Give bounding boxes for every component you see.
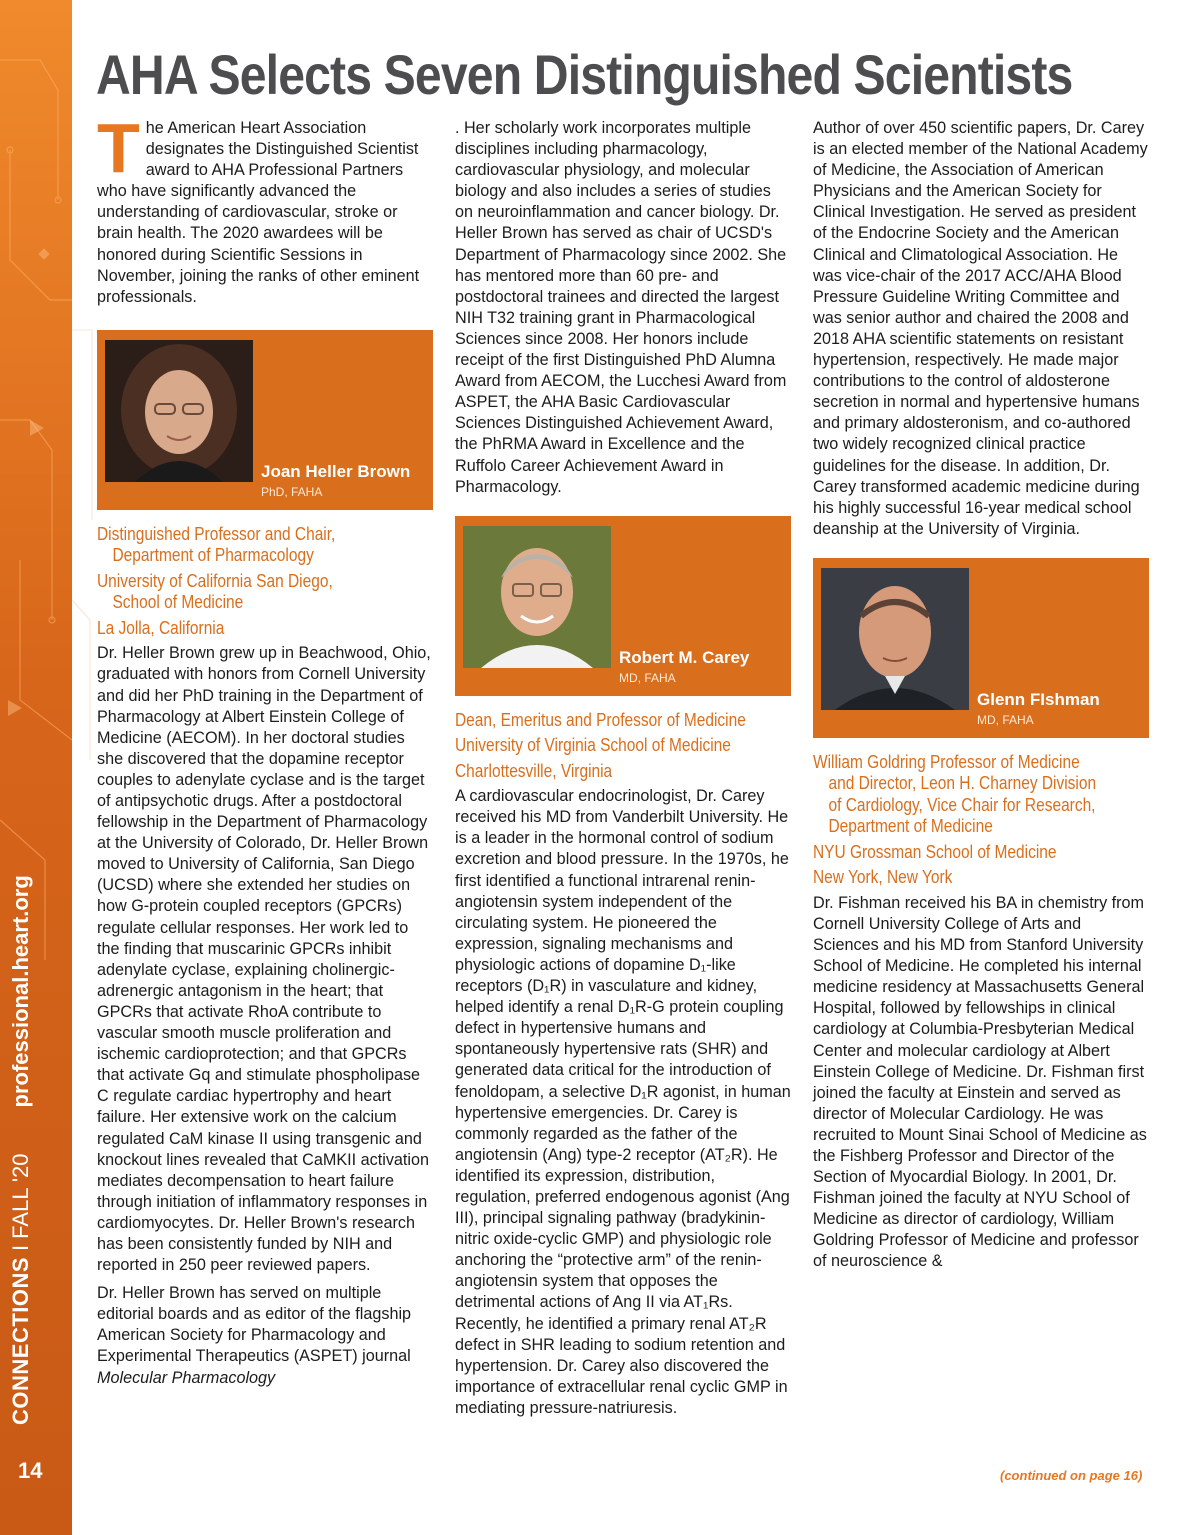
- page-number: 14: [18, 1458, 43, 1483]
- profile-credentials: PhD, FAHA: [261, 484, 323, 499]
- profile-title: [97, 524, 432, 567]
- bio-paragraph: [97, 1283, 433, 1388]
- institution-line: University of California San Diego,: [97, 570, 333, 591]
- title-line: Distinguished Professor and Chair,: [97, 523, 336, 544]
- profile-location: New York, New York: [813, 867, 953, 888]
- profile-title: Dean, Emeritus and Professor of Medicine: [455, 709, 746, 730]
- profile-location: La Jolla, California: [97, 617, 225, 638]
- profile-location: Charlottesville, Virginia: [455, 760, 613, 781]
- page-title: AHA Selects Seven Distinguished Scientists: [96, 43, 1073, 106]
- portrait-photo: [463, 526, 611, 668]
- bio-paragraph: Dr. Fishman received his BA in chemistry from Cornell University College of Arts and Sciences and his MD from Stanford University School of Medicine. He completed his internal medicine residency at Massachusetts General Hospital, followed by fellowships in clinical cardiology at Columbia-Presbyterian Medical Center and molecular cardiology at Albert Einstein College of Medicine. Dr. Fishman first joined the faculty at Einstein and served as director of Molecular Cardiology. He was recruited to Mount Sinai School of Medicine as the Fishberg Professor and Director of the Section of Myocardial Biology. In 2001, Dr. Fishman joined the faculty at NYU School of Medicine as director of cardiology, William Goldring Professor of Medicine and professor of neuroscience &: [813, 893, 1147, 1271]
- title-line: and Director, Leon H. Charney Division: [828, 773, 1097, 794]
- intro-paragraph: [97, 109, 433, 308]
- institution-line: School of Medicine: [112, 592, 244, 613]
- title-line: Department of Medicine: [828, 816, 993, 837]
- portrait-photo: [821, 568, 969, 710]
- column-2: [455, 118, 791, 1426]
- bio-paragraph: Dr. Heller Brown grew up in Beachwood, Ohio, graduated with honors from Cornell University and did her PhD training in the Department of Pharmacology at Albert Einstein College of Medicine (AECOM). In her doctoral studies she discovered that the dopamine receptor couples to adenylate cyclase and is the target of antipsychotic drugs. After a postdoctoral fellowship in the Department of Pharmacology at the University of Colorado, Dr. Heller Brown moved to University of California, San Diego (UCSD) where she extended her studies on how G-protein coupled receptors (GPCRs) regulate cellular responses. Her work led to the finding that muscarinic GPCRs inhibit adenylate cyclase, explaining cholinergic-adrenergic antagonism in the heart; that GPCRs that activate RhoA contribute to vascular smooth muscle proliferation and ischemic cardioprotection; and that GPCRs that activate Gq and stimulate phospholipase C regulate cardiac hypertrophy and heart failure. Her extensive work on the calcium regulated CaM kinase II using transgenic and knockout lines revealed that CaMKII activation mediates decompensation to heart failure through initiation of inflammatory responses in cardiomyocytes. Dr. Heller Brown's research has been consistently funded by NIH and reported in 250 peer reviewed papers.: [97, 644, 431, 1275]
- masthead-separator: I: [8, 1244, 33, 1251]
- profile-credentials: MD, FAHA: [619, 670, 676, 685]
- bio-paragraph-continued: . Her scholarly work incorporates multiple disciplines including pharmacology, cardiovascular physiology, and molecular biology and also includes a series of studies on neuroinflammation and cancer biology. Dr. Heller Brown has served as chair of UCSD's Department of Pharmacology since 2002. She has mentored more than 60 pre- and postdoctoral trainees and directed the largest NIH T32 training grant in Pharmacological Sciences since 2008. Her honors include receipt of the first Distinguished PhD Alumna Award from AECOM, the Lucchesi Award from ASPET, the AHA Basic Cardiovascular Sciences Distinguished Achievement Award, the PhRMA Award in Excellence and the Ruffolo Career Achievement Award in Pharmacology.: [455, 119, 787, 496]
- title-line: of Cardiology, Vice Chair for Research,: [828, 794, 1096, 815]
- profile-card-heller-brown: [97, 330, 433, 510]
- dropcap: T: [97, 109, 140, 187]
- title-line: William Goldring Professor of Medicine: [813, 751, 1080, 772]
- continued-link[interactable]: (continued on page 16): [1000, 1468, 1143, 1483]
- sidebar-band: [0, 0, 72, 1535]
- journal-title: Molecular Pharmacology: [97, 1368, 276, 1387]
- column-3: [813, 118, 1149, 1280]
- profile-institution: [97, 571, 432, 614]
- profile-name: Joan Heller Brown: [261, 461, 411, 481]
- bio-paragraph: A cardiovascular endocrinologist, Dr. Carey received his MD from Vanderbilt University. He is a leader in the hormonal control of sodium excretion and blood pressure. In the 1970s, he first identified a functional intrarenal renin-angiotensin system independent of the circulating system. He pioneered the expression, signaling mechanisms and physiologic actions of dopamine D₁-like receptors (D₁R) in vasculature and kidney, helped identify a renal D₁R-G protein coupling defect in hypertensive humans and spontaneously hypertensive rats (SHR) and generated data critical for the introduction of fenoldopam, a selective D₁R agonist, in human hypertensive emergencies. Dr. Carey is commonly regarded as the father of the angiotensin (Ang) type-2 receptor (AT₂R). He identified its expression, distribution, regulation, preferred endogenous agonist (Ang III), principal signaling pathway (bradykinin-nitric oxide-cyclic GMP) and physiologic role anchoring the “protective arm” of the renin-angiotensin system that opposes the detrimental actions of Ang II via AT₁Rs. Recently, he identified a primary renal AT₂R defect in SHR leading to sodium retention and hypertension. Dr. Carey also discovered the importance of extracellular renal cyclic GMP in mediating pressure-natriuresis.: [455, 787, 791, 1417]
- bio-text: Dr. Heller Brown has served on multiple editorial boards and as editor of the flagship American Society for Pharmacology and Experimental Therapeutics (ASPET) journal: [97, 1284, 412, 1366]
- portrait-photo: [105, 340, 253, 482]
- profile-name: Glenn FIshman: [977, 689, 1100, 709]
- intro-text: he American Heart Association designates the Distinguished Scientist award to AHA Professional Partners who have significantly advanced the understanding of cardiovascular, stroke or brain health. The 2020 awardees will be honored during Scientific Sessions in November, joining the ranks of other eminent professionals.: [97, 119, 420, 306]
- magazine-brand: CONNECTIONS: [8, 1256, 33, 1425]
- profile-institution: University of Virginia School of Medicine: [455, 735, 731, 756]
- profile-card-carey: [455, 516, 791, 696]
- profile-institution: NYU Grossman School of Medicine: [813, 841, 1057, 862]
- title-line: Department of Pharmacology: [112, 545, 314, 566]
- vertical-masthead: [8, 875, 34, 1425]
- issue-label: FALL '20: [8, 1153, 33, 1239]
- profile-name: Robert M. Carey: [619, 647, 750, 667]
- column-1: [97, 109, 433, 1396]
- bio-paragraph: Author of over 450 scientific papers, Dr. Carey is an elected member of the National Academy of Medicine, the Association of American Physicians and the American Society for Clinical Investigation. He served as president of the Endocrine Society and the American Clinical and Climatological Association. He was vice-chair of the 2017 ACC/AHA Blood Pressure Guideline Writing Committee and was senior author and chaired the 2008 and 2018 AHA scientific statements on resistant hypertension, respectively. He made major contributions to the control of aldosterone secretion in normal and hypertensive humans and primary aldosteronism, and co-authored two widely recognized clinical practice guidelines for the disease. In addition, Dr. Carey transformed academic medicine during his highly successful 16-year medical school deanship at the University of Virginia.: [813, 119, 1148, 538]
- profile-card-fishman: [813, 558, 1149, 738]
- website-link[interactable]: professional.heart.org: [8, 875, 33, 1108]
- profile-credentials: MD, FAHA: [977, 712, 1034, 727]
- profile-title: [813, 752, 1148, 838]
